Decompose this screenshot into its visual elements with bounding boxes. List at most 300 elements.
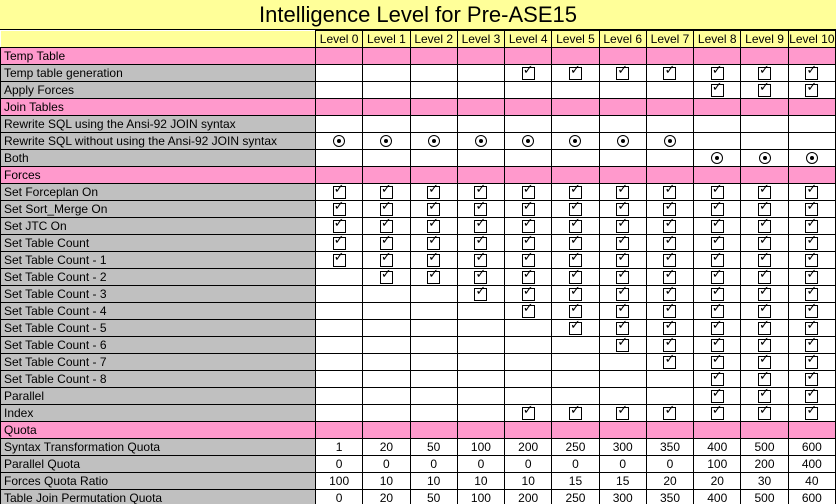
checkbox-checked[interactable] [711, 370, 724, 386]
value-cell[interactable]: 100 [457, 490, 504, 504]
checkbox-checked[interactable] [758, 234, 771, 250]
value-cell[interactable]: 350 [646, 439, 693, 456]
cell [410, 82, 457, 99]
column-header-level-8: Level 8 [694, 31, 741, 48]
row-label: Rewrite SQL without using the Ansi-92 JOIN syntax [1, 133, 316, 150]
checkbox-checked[interactable] [427, 217, 440, 233]
checkbox-checked[interactable] [616, 285, 629, 301]
checkbox-checked[interactable] [805, 336, 818, 352]
value-cell[interactable]: 250 [552, 490, 599, 504]
checkbox-checked[interactable] [569, 200, 582, 216]
table-row [1, 490, 836, 504]
section-cell [505, 422, 552, 439]
section-cell [646, 48, 693, 65]
value-cell[interactable]: 0 [363, 456, 410, 473]
checkbox-checked[interactable] [711, 404, 724, 420]
checkbox-checked[interactable] [711, 81, 724, 97]
check-icon: ✓ [522, 302, 534, 316]
checkbox-checked[interactable] [380, 251, 393, 267]
checkbox-checked[interactable] [380, 183, 393, 199]
checkbox-checked[interactable] [522, 217, 535, 233]
cell [599, 201, 646, 218]
checkbox-checked[interactable] [805, 319, 818, 335]
checkbox-checked[interactable] [711, 217, 724, 233]
cell [363, 116, 410, 133]
cell [363, 269, 410, 286]
checkbox-checked[interactable] [474, 217, 487, 233]
checkbox-checked[interactable] [711, 268, 724, 284]
cell [457, 371, 504, 388]
cell [316, 235, 363, 252]
checkbox-checked[interactable] [805, 217, 818, 233]
checkbox-checked[interactable] [758, 217, 771, 233]
checkbox-checked[interactable] [711, 183, 724, 199]
cell [646, 218, 693, 235]
value-cell[interactable]: 0 [599, 456, 646, 473]
radio-button-selected[interactable] [428, 135, 440, 147]
cell [646, 354, 693, 371]
cell [741, 184, 788, 201]
checkbox-checked[interactable] [380, 200, 393, 216]
checkbox-checked[interactable] [616, 251, 629, 267]
checkbox-checked[interactable] [474, 268, 487, 284]
checkbox-checked[interactable] [474, 251, 487, 267]
cell [646, 201, 693, 218]
checkbox-checked[interactable] [758, 251, 771, 267]
checkbox-checked[interactable] [474, 200, 487, 216]
checkbox-checked[interactable] [616, 217, 629, 233]
checkbox-checked[interactable] [663, 251, 676, 267]
checkbox-checked[interactable] [569, 217, 582, 233]
cell [646, 388, 693, 405]
check-icon: ✓ [711, 370, 723, 384]
cell [457, 388, 504, 405]
value-cell[interactable]: 300 [599, 439, 646, 456]
cell [552, 320, 599, 337]
value-cell[interactable]: 20 [694, 473, 741, 490]
cell [788, 388, 835, 405]
checkbox-checked[interactable] [805, 353, 818, 369]
cell [788, 303, 835, 320]
checkbox-checked[interactable] [522, 251, 535, 267]
header-row [1, 31, 836, 48]
checkbox-checked[interactable] [522, 183, 535, 199]
radio-button-selected[interactable] [522, 135, 534, 147]
section-row [1, 48, 836, 65]
cell [552, 371, 599, 388]
section-cell [410, 422, 457, 439]
cell [505, 116, 552, 133]
value-cell[interactable]: 15 [599, 473, 646, 490]
value-cell[interactable]: 10 [363, 473, 410, 490]
checkbox-checked[interactable] [663, 217, 676, 233]
check-icon: ✓ [617, 217, 629, 231]
checkbox-checked[interactable] [474, 183, 487, 199]
checkbox-checked[interactable] [758, 319, 771, 335]
value-cell[interactable]: 0 [316, 456, 363, 473]
checkbox-checked[interactable] [569, 302, 582, 318]
checkbox-checked[interactable] [333, 251, 346, 267]
checkbox-checked[interactable] [758, 387, 771, 403]
check-icon: ✓ [806, 387, 818, 401]
checkbox-checked[interactable] [711, 353, 724, 369]
value-cell[interactable]: 100 [457, 439, 504, 456]
checkbox-checked[interactable] [758, 64, 771, 80]
check-icon: ✓ [711, 353, 723, 367]
checkbox-checked[interactable] [616, 319, 629, 335]
value-cell[interactable]: 15 [552, 473, 599, 490]
cell [363, 201, 410, 218]
checkbox-checked[interactable] [616, 302, 629, 318]
check-icon: ✓ [617, 234, 629, 248]
checkbox-checked[interactable] [522, 268, 535, 284]
checkbox-checked[interactable] [805, 404, 818, 420]
check-icon: ✓ [333, 251, 345, 265]
check-icon: ✓ [711, 387, 723, 401]
checkbox-checked[interactable] [711, 285, 724, 301]
check-icon: ✓ [664, 251, 676, 265]
check-icon: ✓ [759, 353, 770, 367]
cell [316, 201, 363, 218]
cell [457, 286, 504, 303]
checkbox-checked[interactable] [427, 200, 440, 216]
checkbox-checked[interactable] [474, 285, 487, 301]
cell [646, 82, 693, 99]
cell [505, 337, 552, 354]
checkbox-checked[interactable] [758, 336, 771, 352]
cell [552, 65, 599, 82]
checkbox-checked[interactable] [427, 251, 440, 267]
radio-button-selected[interactable] [380, 135, 392, 147]
check-icon: ✓ [380, 200, 392, 214]
cell [363, 184, 410, 201]
checkbox-checked[interactable] [569, 234, 582, 250]
cell [363, 150, 410, 167]
cell [741, 320, 788, 337]
checkbox-checked[interactable] [616, 404, 629, 420]
cell [646, 235, 693, 252]
checkbox-checked[interactable] [616, 234, 629, 250]
checkbox-checked[interactable] [805, 387, 818, 403]
cell [788, 235, 835, 252]
cell [599, 218, 646, 235]
check-icon: ✓ [664, 319, 676, 333]
column-header-level-9: Level 9 [741, 31, 788, 48]
value-cell[interactable]: 500 [741, 439, 788, 456]
value-cell[interactable]: 30 [741, 473, 788, 490]
checkbox-checked[interactable] [663, 268, 676, 284]
check-icon: ✓ [569, 217, 581, 231]
value-cell[interactable]: 0 [505, 456, 552, 473]
checkbox-checked[interactable] [663, 234, 676, 250]
checkbox-checked[interactable] [616, 200, 629, 216]
checkbox-checked[interactable] [522, 64, 535, 80]
check-icon: ✓ [475, 251, 487, 265]
checkbox-checked[interactable] [569, 319, 582, 335]
value-cell[interactable]: 20 [363, 490, 410, 504]
value-cell[interactable]: 100 [694, 456, 741, 473]
checkbox-checked[interactable] [711, 336, 724, 352]
checkbox-checked[interactable] [380, 217, 393, 233]
section-label: Forces [1, 167, 316, 184]
value-cell[interactable]: 40 [788, 473, 835, 490]
row-label: Set Table Count - 8 [1, 371, 316, 388]
checkbox-checked[interactable] [805, 370, 818, 386]
cell [694, 303, 741, 320]
checkbox-checked[interactable] [522, 404, 535, 420]
cell [788, 150, 835, 167]
cell [694, 235, 741, 252]
checkbox-checked[interactable] [569, 251, 582, 267]
value-cell[interactable]: 50 [410, 490, 457, 504]
section-cell [646, 422, 693, 439]
radio-button-selected[interactable] [617, 135, 629, 147]
table-row [1, 439, 836, 456]
cell [788, 371, 835, 388]
value-cell[interactable]: 0 [457, 456, 504, 473]
checkbox-checked[interactable] [333, 200, 346, 216]
cell [788, 320, 835, 337]
checkbox-checked[interactable] [333, 217, 346, 233]
check-icon: ✓ [569, 183, 581, 197]
check-icon: ✓ [759, 370, 770, 384]
checkbox-checked[interactable] [758, 81, 771, 97]
row-label: Parallel [1, 388, 316, 405]
check-icon: ✓ [711, 183, 723, 197]
value-cell[interactable]: 400 [694, 490, 741, 504]
value-cell[interactable]: 400 [788, 456, 835, 473]
cell [316, 269, 363, 286]
checkbox-checked[interactable] [711, 251, 724, 267]
checkbox-checked[interactable] [663, 285, 676, 301]
check-icon: ✓ [711, 81, 723, 95]
value-cell[interactable]: 200 [505, 439, 552, 456]
checkbox-checked[interactable] [805, 302, 818, 318]
checkbox-checked[interactable] [616, 336, 629, 352]
cell [646, 405, 693, 422]
radio-button-selected[interactable] [333, 135, 345, 147]
checkbox-checked[interactable] [569, 183, 582, 199]
checkbox-checked[interactable] [569, 268, 582, 284]
cell [694, 201, 741, 218]
section-cell [599, 99, 646, 116]
checkbox-checked[interactable] [663, 319, 676, 335]
checkbox-checked[interactable] [333, 183, 346, 199]
cell [599, 286, 646, 303]
checkbox-checked[interactable] [474, 234, 487, 250]
check-icon: ✓ [569, 404, 581, 418]
checkbox-checked[interactable] [711, 64, 724, 80]
check-icon: ✓ [806, 64, 818, 78]
value-cell[interactable]: 10 [505, 473, 552, 490]
checkbox-checked[interactable] [711, 319, 724, 335]
section-cell [599, 48, 646, 65]
value-cell[interactable]: 0 [410, 456, 457, 473]
checkbox-checked[interactable] [758, 353, 771, 369]
checkbox-checked[interactable] [522, 200, 535, 216]
cell [410, 150, 457, 167]
checkbox-checked[interactable] [522, 234, 535, 250]
checkbox-checked[interactable] [711, 234, 724, 250]
check-icon: ✓ [617, 251, 629, 265]
checkbox-checked[interactable] [427, 183, 440, 199]
checkbox-checked[interactable] [522, 302, 535, 318]
cell [410, 252, 457, 269]
check-icon: ✓ [759, 268, 770, 282]
cell [410, 65, 457, 82]
checkbox-checked[interactable] [711, 302, 724, 318]
cell [457, 337, 504, 354]
checkbox-checked[interactable] [663, 64, 676, 80]
check-icon: ✓ [617, 183, 629, 197]
cell [457, 184, 504, 201]
check-icon: ✓ [333, 200, 345, 214]
checkbox-checked[interactable] [758, 268, 771, 284]
checkbox-checked[interactable] [805, 200, 818, 216]
checkbox-checked[interactable] [758, 370, 771, 386]
radio-button-selected[interactable] [759, 152, 771, 164]
radio-button-selected[interactable] [806, 152, 818, 164]
value-cell[interactable]: 200 [741, 456, 788, 473]
cell [410, 269, 457, 286]
value-cell[interactable]: 0 [646, 456, 693, 473]
radio-button-selected[interactable] [664, 135, 676, 147]
cell [363, 252, 410, 269]
check-icon: ✓ [569, 64, 581, 78]
value-cell[interactable]: 600 [788, 439, 835, 456]
checkbox-checked[interactable] [380, 234, 393, 250]
checkbox-checked[interactable] [758, 285, 771, 301]
checkbox-checked[interactable] [805, 234, 818, 250]
checkbox-checked[interactable] [616, 64, 629, 80]
checkbox-checked[interactable] [569, 404, 582, 420]
section-cell [694, 167, 741, 184]
value-cell[interactable]: 0 [316, 490, 363, 504]
cell [694, 269, 741, 286]
checkbox-checked[interactable] [663, 200, 676, 216]
check-icon: ✓ [759, 251, 770, 265]
cell [646, 252, 693, 269]
checkbox-checked[interactable] [711, 200, 724, 216]
row-label: Syntax Transformation Quota [1, 439, 316, 456]
cell [505, 252, 552, 269]
row-label: Set Table Count - 1 [1, 252, 316, 269]
cell [788, 82, 835, 99]
cell [457, 218, 504, 235]
checkbox-checked[interactable] [663, 353, 676, 369]
value-cell[interactable]: 20 [363, 439, 410, 456]
row-label: Index [1, 405, 316, 422]
checkbox-checked[interactable] [427, 234, 440, 250]
checkbox-checked[interactable] [663, 302, 676, 318]
checkbox-checked[interactable] [522, 285, 535, 301]
checkbox-checked[interactable] [805, 285, 818, 301]
cell [741, 269, 788, 286]
check-icon: ✓ [617, 404, 629, 418]
checkbox-checked[interactable] [805, 81, 818, 97]
checkbox-checked[interactable] [616, 183, 629, 199]
value-cell[interactable]: 50 [410, 439, 457, 456]
value-cell[interactable]: 500 [741, 490, 788, 504]
section-cell [694, 422, 741, 439]
row-label: Table Join Permutation Quota [1, 490, 316, 504]
cell [599, 133, 646, 150]
value-cell[interactable]: 200 [505, 490, 552, 504]
cell [457, 201, 504, 218]
value-cell[interactable]: 600 [788, 490, 835, 504]
table-row [1, 252, 836, 269]
value-cell[interactable]: 1 [316, 439, 363, 456]
checkbox-checked[interactable] [380, 268, 393, 284]
checkbox-checked[interactable] [663, 404, 676, 420]
value-cell[interactable]: 350 [646, 490, 693, 504]
cell [599, 82, 646, 99]
check-icon: ✓ [522, 268, 534, 282]
checkbox-checked[interactable] [805, 183, 818, 199]
section-cell [741, 99, 788, 116]
checkbox-checked[interactable] [805, 251, 818, 267]
value-cell[interactable]: 300 [599, 490, 646, 504]
radio-button-selected[interactable] [475, 135, 487, 147]
cell [694, 82, 741, 99]
value-cell[interactable]: 100 [316, 473, 363, 490]
row-label: Apply Forces [1, 82, 316, 99]
checkbox-checked[interactable] [616, 268, 629, 284]
column-header-level-1: Level 1 [363, 31, 410, 48]
checkbox-checked[interactable] [805, 64, 818, 80]
value-cell[interactable]: 400 [694, 439, 741, 456]
checkbox-checked[interactable] [333, 234, 346, 250]
check-icon: ✓ [617, 336, 629, 350]
checkbox-checked[interactable] [758, 302, 771, 318]
cell [363, 371, 410, 388]
checkbox-checked[interactable] [758, 404, 771, 420]
check-icon: ✓ [380, 217, 392, 231]
radio-button-selected[interactable] [569, 135, 581, 147]
checkbox-checked[interactable] [569, 64, 582, 80]
value-cell[interactable]: 0 [552, 456, 599, 473]
checkbox-checked[interactable] [427, 268, 440, 284]
checkbox-checked[interactable] [711, 387, 724, 403]
radio-button-selected[interactable] [711, 152, 723, 164]
check-icon: ✓ [428, 251, 440, 265]
value-cell[interactable]: 10 [457, 473, 504, 490]
check-icon: ✓ [522, 200, 534, 214]
cell [741, 388, 788, 405]
section-cell [646, 99, 693, 116]
checkbox-checked[interactable] [569, 285, 582, 301]
check-icon: ✓ [759, 302, 770, 316]
cell [410, 286, 457, 303]
row-label: Set Table Count [1, 235, 316, 252]
checkbox-checked[interactable] [805, 268, 818, 284]
cell [410, 184, 457, 201]
row-label: Set Table Count - 2 [1, 269, 316, 286]
checkbox-checked[interactable] [663, 336, 676, 352]
value-cell[interactable]: 250 [552, 439, 599, 456]
cell [741, 337, 788, 354]
value-cell[interactable]: 10 [410, 473, 457, 490]
checkbox-checked[interactable] [663, 183, 676, 199]
section-cell [410, 99, 457, 116]
cell [788, 269, 835, 286]
cell [552, 184, 599, 201]
column-header-level-7: Level 7 [646, 31, 693, 48]
value-cell[interactable]: 20 [646, 473, 693, 490]
checkbox-checked[interactable] [758, 183, 771, 199]
check-icon: ✓ [380, 251, 392, 265]
checkbox-checked[interactable] [758, 200, 771, 216]
